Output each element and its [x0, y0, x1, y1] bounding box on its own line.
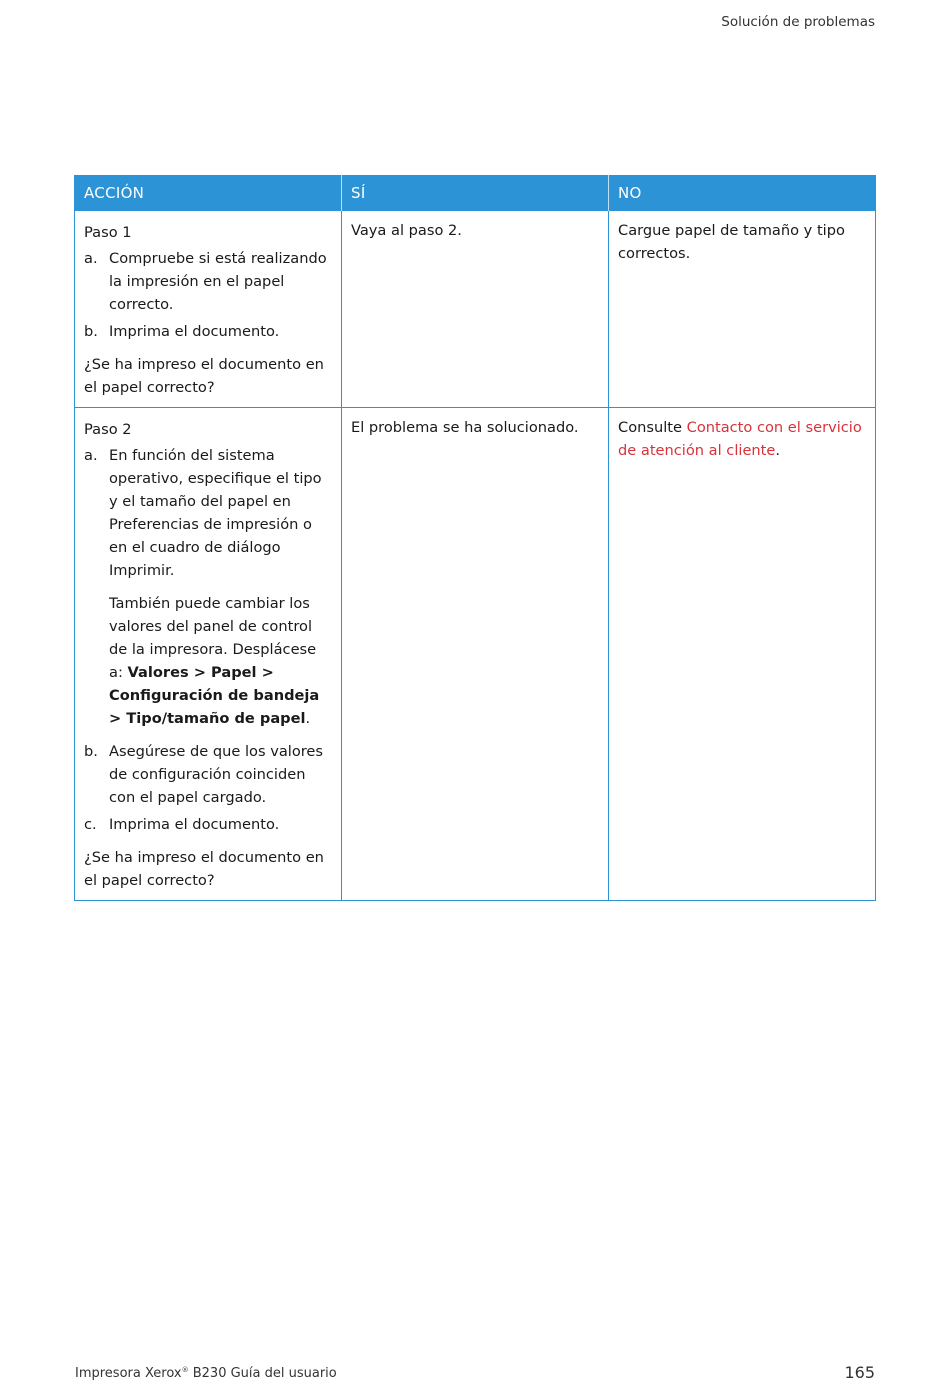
- step-item: [84, 247, 333, 316]
- step-text: Imprima el documento.: [109, 323, 280, 340]
- step-marker: a.: [84, 447, 98, 464]
- table-row: [75, 211, 876, 408]
- menu-path-end: .: [305, 710, 311, 727]
- step-list: [84, 247, 333, 343]
- step-text: Compruebe si está realizando la impresión en el papel correcto.: [109, 250, 327, 313]
- no-prefix: Consulte: [618, 419, 687, 436]
- yes-cell: El problema se ha solucionado.: [342, 408, 609, 901]
- step-item: [84, 444, 333, 730]
- table-header-row: [75, 175, 876, 211]
- step-question: ¿Se ha impreso el documento en el papel correcto?: [84, 849, 324, 889]
- extra-text: También puede cambiar los valores del panel de control de la impresora. Desplácese a:: [109, 595, 317, 681]
- troubleshooting-table: [74, 175, 876, 901]
- yes-cell: Vaya al paso 2.: [342, 211, 609, 408]
- action-cell: [75, 211, 342, 408]
- column-header-action: ACCIÓN: [75, 175, 342, 211]
- menu-path: Valores > Papel > Configuración de bandeja > Tipo/tamaño de papel: [109, 664, 320, 727]
- column-header-no: NO: [609, 175, 876, 211]
- trademark-symbol: ®: [181, 1366, 189, 1374]
- step-list: [84, 444, 333, 836]
- customer-support-link[interactable]: Contacto con el servicio de atención al cliente: [618, 419, 862, 459]
- step-title: Paso 2: [84, 421, 132, 438]
- table-row: [75, 408, 876, 901]
- footer-product-prefix: Impresora Xerox: [75, 1366, 182, 1381]
- action-cell: [75, 408, 342, 901]
- step-text: En función del sistema operativo, especifique el tipo y el tamaño del papel en Preferencias de impresión o en el cuadro de diálogo Imprimir.: [109, 447, 322, 579]
- step-question: ¿Se ha impreso el documento en el papel correcto?: [84, 356, 324, 396]
- step-marker: b.: [84, 743, 98, 760]
- step-title: Paso 1: [84, 224, 132, 241]
- step-text: Imprima el documento.: [109, 816, 280, 833]
- step-marker: a.: [84, 250, 98, 267]
- page-number: 165: [844, 1363, 875, 1382]
- step-item: [84, 320, 333, 343]
- running-header: Solución de problemas: [721, 14, 875, 30]
- no-cell: Cargue papel de tamaño y tipo correctos.: [609, 211, 876, 408]
- step-marker: b.: [84, 323, 98, 340]
- step-item: [84, 813, 333, 836]
- column-header-yes: SÍ: [342, 175, 609, 211]
- step-extra-note: [109, 592, 333, 730]
- footer-product-title: [75, 1366, 337, 1381]
- no-suffix: .: [775, 442, 781, 459]
- step-text: Asegúrese de que los valores de configuración coinciden con el papel cargado.: [109, 743, 324, 806]
- step-marker: c.: [84, 816, 97, 833]
- no-cell: [609, 408, 876, 901]
- step-item: [84, 740, 333, 809]
- footer-product-suffix: B230 Guía del usuario: [188, 1366, 337, 1381]
